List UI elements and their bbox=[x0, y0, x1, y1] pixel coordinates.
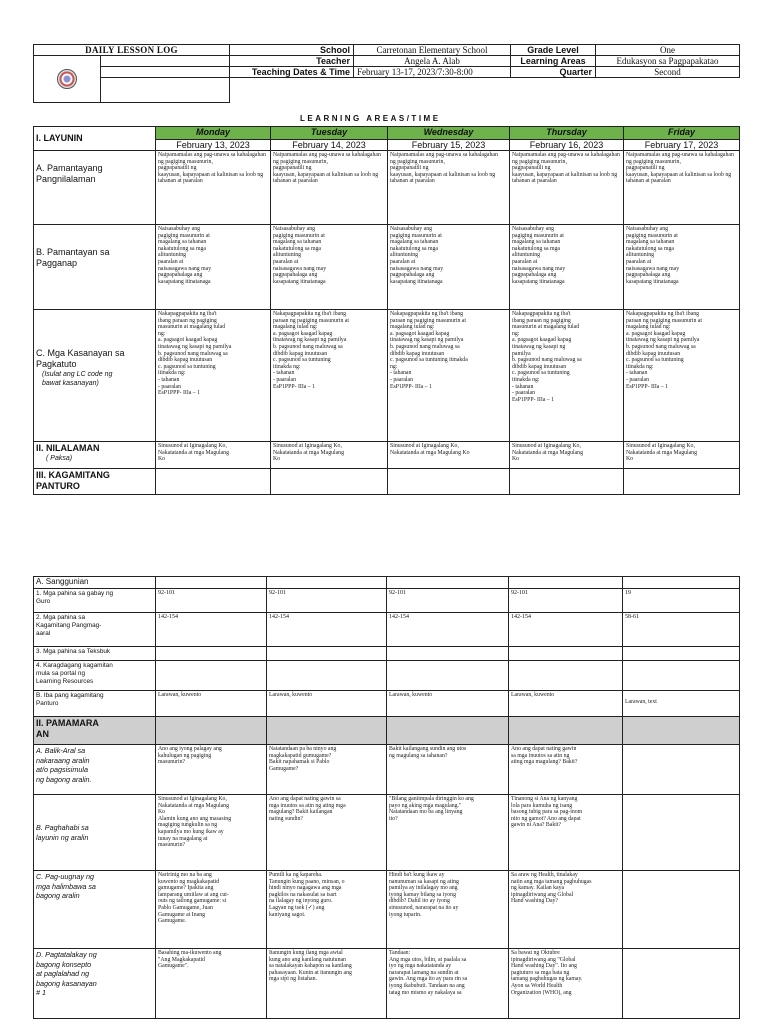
empty-cell bbox=[267, 661, 387, 691]
paksa-label: ( Paksa) bbox=[46, 455, 73, 462]
cell-nil-wed: Sinusunod at Iginagalang Ko, Nakatatanda at mga Magulang Ko bbox=[388, 442, 510, 469]
nilalaman-label: II. NILALAMAN bbox=[36, 443, 100, 453]
empty-cell bbox=[267, 577, 387, 589]
cell-rd-mon: Basahing ma-ikuwento ang "Ang Magkakapatid Gamugame". bbox=[156, 949, 267, 1019]
grade-label: Grade Level bbox=[511, 45, 596, 56]
quarter-label: Quarter bbox=[511, 67, 596, 78]
teksbuk-label: 3. Mga pahina sa Teksbuk bbox=[34, 647, 156, 661]
cell-r1-tue: 92-101 bbox=[267, 589, 387, 613]
layunin-label: I. LAYUNIN bbox=[34, 127, 156, 151]
cell-r1-wed: 92-101 bbox=[387, 589, 509, 613]
empty-cell bbox=[509, 661, 623, 691]
seal-cell bbox=[34, 56, 101, 103]
date-tuesday: February 14, 2023 bbox=[271, 140, 388, 151]
cell-rc-wed: Hindi ba't kung ikaw ay nanunuman sa kasapi ng ating pamilya ay inilalagay mo ang iyong kamay bilang sa iyong dibdib? Dahil ito ay iyong sinusunod, nararapat na ito ay iyong tuparin. bbox=[387, 871, 509, 949]
cell-r1-mon: 92-101 bbox=[156, 589, 267, 613]
day-tuesday: Tuesday bbox=[271, 127, 388, 140]
cell-rd-fri bbox=[623, 949, 740, 1019]
cell-nil-fri: Sinusunod at Iginagalang Ko, Nakatatanda at mga Magulang Ko bbox=[624, 442, 740, 469]
date-wednesday: February 15, 2023 bbox=[388, 140, 510, 151]
teacher-label: Teacher bbox=[230, 56, 354, 67]
day-friday: Friday bbox=[624, 127, 740, 140]
cell-nil-tue: Sinusunod at Iginagalang Ko, Nakatatanda at mga Magulang Ko bbox=[271, 442, 388, 469]
cell-c-mon: Nakapagpapakita ng iba't ibang paraan ng pagiging masunurin at magalang tulad ng: a. pagsagot kaagad kapag tinatawag ng kasapi ng pamilya b. pagsunod nang maluwag sa dibdib kapag inuutusan c. pagsunod sa tuntuning itinakda ng: - tahanan - paaralan EsP1PPP- IIIa – 1 bbox=[156, 310, 271, 442]
cell-rbb-tue: Ano ang dapat nating gawin sa mga inuutos sa atin ng ating mga magulang? Bakit kailangan nating sundin? bbox=[267, 795, 387, 871]
deped-seal-icon bbox=[57, 69, 77, 89]
empty-cell bbox=[156, 647, 267, 661]
cell-b-thu: Naisasabuhay ang pagiging masunurin at magalang sa tahanan nakatutulong sa mga alituntuning paaralan at naisasagawa nang may pagpapahalaga ang kasapatang itinatanaga bbox=[510, 225, 624, 310]
gabay-guro-label: 1. Mga pahina sa gabay ng Guro bbox=[34, 589, 156, 613]
empty-cell bbox=[388, 469, 510, 495]
cell-r2-tue: 142-154 bbox=[267, 613, 387, 647]
cell-nil-thu: Sinusunod at Iginagalang Ko, Nakatatanda at mga Magulang Ko bbox=[510, 442, 624, 469]
cell-a-thu: Naipamamalas ang pag-unawa sa kahalagahan ng pagiging masunurin, pagpapanatili ng kaayusan, kapayapaan at kalinisan sa loob ng tahanan at paaralan bbox=[510, 151, 624, 225]
cell-rd-thu: Sa bawat ng Oktubre ipinagdiriwang ang "Global Hand washing Day". Ito ang pagtuturo sa mga bata ng tamang paghuhugas ng kamay. Ayon sa World Health Organization (WHO), ang bbox=[509, 949, 623, 1019]
cell-c-fri: Nakapagpapakita ng iba't ibang paraan ng pagiging masunurin at magalang tulad ng: a. pagsagot kaagad kapag tinatawag ng kasapi ng pamilya b. pagsunod nang maluwag sa dibdib kapag inuutusan c. pagsunod sa tuntuning itinakda ng: - tahanan - paaralan EsP1PPP- IIIa – 1 bbox=[624, 310, 740, 442]
cell-rbb-wed: "Bilang gantimpala diringgin ko ang payo ng aking mga magulang." Natatandaan mo ba ang linyang ito? bbox=[387, 795, 509, 871]
paghahabi-label: B. Paghahabi sa layunin ng aralin bbox=[34, 795, 156, 871]
cell-a-fri: Naipamamalas ang pag-unawa sa kahalagahan ng pagiging masunurin, pagpapanatili ng kaayusan, kapayapaan at kalinisan sa loob ng tahanan at paaralan bbox=[624, 151, 740, 225]
learning-resources-label: 4. Karagdagang kagamitan mula sa portal ng Learning Resources bbox=[34, 661, 156, 691]
cell-rbb-mon: Sinusunod at Iginagalang Ko, Nakatatanda at mga Magulang Ko Alamin kung ano ang masasing magiging tungkulin sa ng kapamilya mo kung ikaw ay tunay na magalang at masunurin? bbox=[156, 795, 267, 871]
kasanayan-note: (Isulat ang LC code ng bawat kasanayan) bbox=[42, 371, 113, 387]
cell-rb-fri: Larawan, text bbox=[623, 691, 740, 717]
cell-rb-mon: Larawan, kuwento bbox=[156, 691, 267, 717]
empty-cell bbox=[510, 469, 624, 495]
header-table bbox=[33, 44, 740, 103]
cell-r1-thu: 92-101 bbox=[509, 589, 623, 613]
iba-pang-kagamitang-label: B. Iba pang kagamitang Panturo bbox=[34, 691, 156, 717]
cell-rb-wed: Larawan, kuwento bbox=[387, 691, 509, 717]
cell-r1-fri: 19 bbox=[623, 589, 740, 613]
log-title: DAILY LESSON LOG bbox=[34, 45, 230, 56]
empty-cell bbox=[267, 717, 387, 745]
teacher-value: Angela A. Alab bbox=[354, 56, 511, 67]
empty-cell bbox=[387, 661, 509, 691]
school-value: Carretonan Elementary School bbox=[354, 45, 511, 56]
cell-a-tue: Naipamamalas ang pag-unawa sa kahalagahan ng pagiging masunurin, pagpapanatili ng kaayusan, kapayapaan at kalinisan sa loob ng tahanan at paaralan bbox=[271, 151, 388, 225]
empty-cell bbox=[623, 717, 740, 745]
cell-ra-thu: Ano ang dapat nating gawin sa mga inuutos sa atin ng ating mga magulang? Bakit? bbox=[509, 745, 623, 795]
pamantayan-pagganap-label: B. Pamantayan sa Pagganap bbox=[34, 225, 156, 310]
balik-aral-label: A. Balik-Aral sa nakaraang aralin at/o pagsisimula ng bagong aralin. bbox=[34, 745, 156, 795]
empty-cell bbox=[156, 717, 267, 745]
day-wednesday: Wednesday bbox=[388, 127, 510, 140]
empty-cell bbox=[623, 661, 740, 691]
nilalaman-cell bbox=[34, 442, 156, 469]
day-thursday: Thursday bbox=[510, 127, 624, 140]
cell-c-wed: Nakapagpapakita ng iba't ibang paraan ng pagiging masunurin at magalang tulad ng: a. pagsagot kaagad kapag tinatawag ng kasapi ng pamilya b. pagsunod nang maluwag sa dibdib kapag inuutusan c. pagsunod sa tuntuning itinakda ng: - tahanan - paaralan EsP1PPP- IIIa – 1 bbox=[388, 310, 510, 442]
cell-rd-tue: Itanungin kung ilang mga awtal kung ano ang kanilang natutunan sa natalakayan kahapon sa kanilang pahasayaan. Kunin at itanungin ang mga sipi ng listahan. bbox=[267, 949, 387, 1019]
cell-r2-thu: 142-154 bbox=[509, 613, 623, 647]
cell-a-wed: Naipamamalas ang pag-unawa sa kahalagahan ng pagiging masunurin, pagpapanatili ng kaayusan, kapayapaan at kalinisan sa loob ng tahanan at paaralan bbox=[388, 151, 510, 225]
date-friday: February 17, 2023 bbox=[624, 140, 740, 151]
kagamitang-label: III. KAGAMITANG PANTURO bbox=[34, 469, 156, 495]
empty-cell bbox=[509, 647, 623, 661]
cell-rc-tue: Pumili ka ng kapareha. Tanungin kung paano, minsan, o hindi ninyo nagagawa ang mga pagkilos na nakasulat sa tsart na ilalagay ng inyong guro. Lagyan ng tsek (✓) ang kaniyang sagot. bbox=[267, 871, 387, 949]
pagtatalakay-label: D. Pagtatalakay ng bagong konsepto at paglalahad ng bagong kasanayan # 1 bbox=[34, 949, 156, 1019]
empty-cell bbox=[156, 469, 271, 495]
pag-uugnay-label: C. Pag-uugnay ng mga halimbawa sa bagong aralin bbox=[34, 871, 156, 949]
empty-cell bbox=[623, 647, 740, 661]
empty-cell bbox=[156, 577, 267, 589]
learning-areas-title: LEARNING AREAS/TIME bbox=[300, 114, 441, 123]
empty-cell bbox=[387, 717, 509, 745]
cell-c-thu: Nakapagpapakita ng iba't ibang paraan ng pagiging masunurin at magalang tulad ng: a. pagsagot kaagad kapag tinatawag ng kasapi ng pamilya b. pagsunod nang maluwag sa dibdib kapag inuutusan c. pagsunod sa tuntuning itinakda ng: - tahanan - paaralan EsP1PPP- IIIa – 1 bbox=[510, 310, 624, 442]
empty-cell bbox=[509, 717, 623, 745]
quarter-value: Second bbox=[596, 67, 740, 78]
cell-rd-wed: Tandaan: Ang mga utos, bilin, at paalala sa iyo ng mga nakatatanda ay nararapat lamang na sundin at gawin. Ang mga ito ay para rin sa iyong ikabubuti. Tandaan na ang tatag mo mismo ay nakalaya sa bbox=[387, 949, 509, 1019]
empty-cell bbox=[624, 469, 740, 495]
day-monday: Monday bbox=[156, 127, 271, 140]
dates-label: Teaching Dates & Time bbox=[230, 67, 354, 78]
cell-rc-fri bbox=[623, 871, 740, 949]
cell-ra-mon: Ano ang iyong palagay ang kahulugan ng pagiging masunurin? bbox=[156, 745, 267, 795]
date-monday: February 13, 2023 bbox=[156, 140, 271, 151]
cell-b-fri: Naisasabuhay ang pagiging masunurin at magalang sa tahanan nakatutulong sa mga alituntuning paaralan at naisasagawa nang may pagpapahalaga ang kasapatang itinatanaga bbox=[624, 225, 740, 310]
empty-cell bbox=[509, 577, 623, 589]
cell-c-tue: Nakapagpapakita ng iba't ibang paraan ng pagiging masunurin at magalang tulad ng: a. pagsagot kaagad kapag tinatawag ng kasapi ng pamilya b. pagsunod nang maluwag sa dibdib kapag inuutusan c. pagsunod sa tuntuning itinakda ng: - tahanan - paaralan EsP1PPP- IIIa – 1 bbox=[271, 310, 388, 442]
cell-rbb-thu: Tinanong si Ana ng kanyang lola para kumuha ng isang basong tubig para sa pag-inom nito ng gamot? Ano ang dapat gawin ni Ana? Bakit? bbox=[509, 795, 623, 871]
kagamitang-pangmag-aaral-label: 2. Mga pahina sa Kagamitang Pangmag- aaral bbox=[34, 613, 156, 647]
empty-cell bbox=[267, 647, 387, 661]
cell-nil-mon: Sinusunod at Iginagalang Ko, Nakatatanda at mga Magulang Ko bbox=[156, 442, 271, 469]
cell-rc-thu: Sa araw ng Health, tinalakay natin ang mga tamang paghuhugas ng kamay. Kailan kaya ipinagdiriwang ang Global Hand washing Day? bbox=[509, 871, 623, 949]
school-label: School bbox=[230, 45, 354, 56]
areas-label: Learning Areas bbox=[511, 56, 596, 67]
cell-ra-fri bbox=[623, 745, 740, 795]
pamantayang-pangnilalaman-label: A. Pamantayang Pangnilalaman bbox=[34, 151, 156, 225]
blank-cell bbox=[230, 78, 740, 103]
empty-cell bbox=[387, 647, 509, 661]
sanggunian-label: A. Sanggunian bbox=[34, 577, 156, 589]
cell-b-wed: Naisasabuhay ang pagiging masunurin at magalang sa tahanan nakatutulong sa mga alituntuning paaralan at naisasagawa nang may pagpapahalaga ang kasapatang itinatanaga bbox=[388, 225, 510, 310]
blank-cell bbox=[101, 67, 230, 78]
grade-value: One bbox=[596, 45, 740, 56]
cell-r2-fri: 58-61 bbox=[623, 613, 740, 647]
empty-cell bbox=[623, 577, 740, 589]
cell-rc-mon: Naririnig mo na ba ang kuwento ng magkakapatid gamugame? Ipakita ang lamparang umiilaw at ang cut- outs ng tatlong gamugame: si Pablo Gamugame, Juan Gamugame at Inang Gamugame. bbox=[156, 871, 267, 949]
cell-rbb-fri bbox=[623, 795, 740, 871]
empty-cell bbox=[387, 577, 509, 589]
kasanayan-cell bbox=[34, 310, 156, 442]
cell-r2-mon: 142-154 bbox=[156, 613, 267, 647]
areas-value: Edukasyon sa Pagpapakatao bbox=[596, 56, 740, 67]
cell-b-mon: Naisasabuhay ang pagiging masunurin at magalang sa tahanan nakatutulong sa mga alituntuning paaralan at naisasagawa nang may pagpapahalaga ang kasapatang itinatanaga bbox=[156, 225, 271, 310]
dates-value: February 13-17, 2023/7:30-8:00 bbox=[354, 67, 511, 78]
blank-cell bbox=[101, 56, 230, 67]
blank-cell bbox=[101, 78, 230, 103]
date-thursday: February 16, 2023 bbox=[510, 140, 624, 151]
empty-cell bbox=[156, 661, 267, 691]
empty-cell bbox=[271, 469, 388, 495]
cell-ra-wed: Bakit kailangang sundin ang utos ng magulang sa tahanan? bbox=[387, 745, 509, 795]
procedures-table bbox=[33, 576, 740, 1019]
cell-rb-tue: Larawan, kuwento bbox=[267, 691, 387, 717]
cell-ra-tue: Natatandaan pa ba ninyo ang magkakapatid gumugame? Bakit napahamak si Pablo Gamugame? bbox=[267, 745, 387, 795]
cell-b-tue: Naisasabuhay ang pagiging masunurin at magalang sa tahanan nakatutulong sa mga alituntuning paaralan at naisasagawa nang may pagpapahalaga ang kasapatang itinatanaga bbox=[271, 225, 388, 310]
kasanayan-label: C. Mga Kasanayan sa Pagkatuto bbox=[36, 348, 125, 369]
cell-a-mon: Naipamamalas ang pag-unawa sa kahalagahan ng pagiging masunurin, pagpapanatili ng kaayusan, kapayapaan at kalinisan sa loob ng tahanan at paaralan bbox=[156, 151, 271, 225]
cell-rb-thu: Larawan, kuwento bbox=[509, 691, 623, 717]
pamamaraan-label: II. PAMAMARA AN bbox=[34, 717, 156, 745]
objectives-table bbox=[33, 126, 740, 495]
cell-r2-wed: 142-154 bbox=[387, 613, 509, 647]
